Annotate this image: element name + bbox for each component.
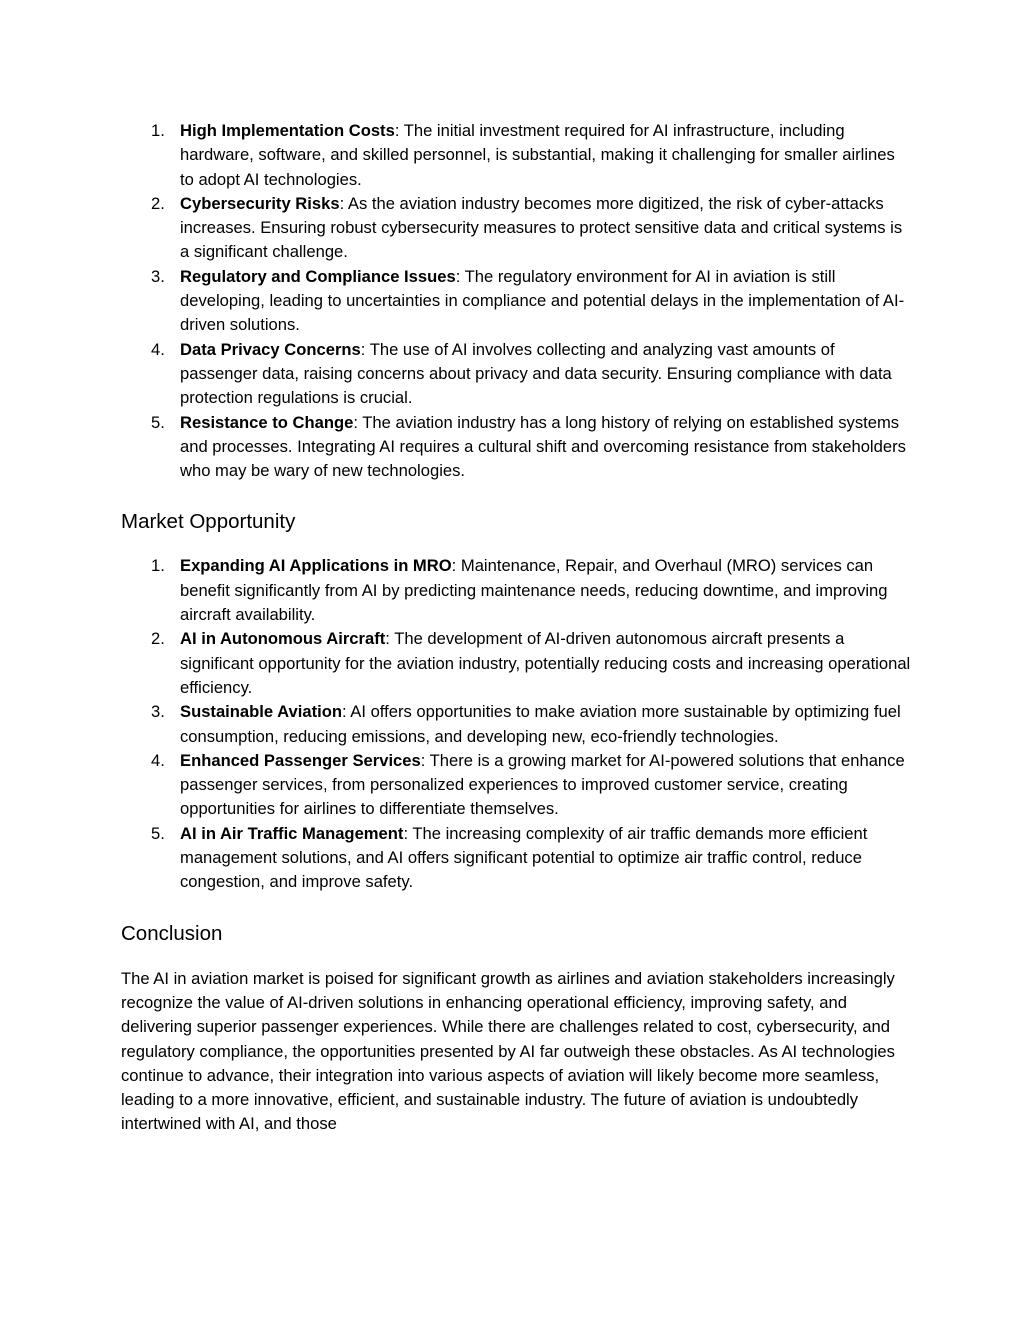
market-opportunity-list <box>121 554 911 894</box>
list-item-body <box>180 627 911 700</box>
list-item-text: : Maintenance, Repair, and Overhaul (MRO) services can benefit significantly from AI by predicting maintenance needs, reducing downtime, and improving aircraft availability. <box>180 556 888 625</box>
list-number: 5. <box>151 823 165 843</box>
list-item-term: High Implementation Costs <box>180 121 395 140</box>
list-number: 1. <box>151 556 165 576</box>
list-item-body <box>180 822 911 895</box>
list-item-text: : The development of AI-driven autonomous aircraft presents a significant opportunity for the aviation industry, potentially reducing costs and increasing operational efficiency. <box>180 629 911 697</box>
list-item <box>121 338 911 411</box>
list-item <box>121 554 911 627</box>
list-item-body <box>180 700 911 749</box>
list-item-body <box>180 749 911 822</box>
list-item <box>121 822 911 895</box>
list-item-term: Data Privacy Concerns <box>180 339 361 359</box>
list-number: 3. <box>151 702 165 722</box>
list-item-term: Sustainable Aviation <box>180 702 342 722</box>
list-item <box>121 192 911 265</box>
list-item-text: : The use of AI involves collecting and analyzing vast amounts of passenger data, raising concerns about privacy and data security. Ensuring compliance with data protection regulations is crucial. <box>180 339 892 408</box>
list-item-term: Cybersecurity Risks <box>180 193 340 213</box>
list-item-text: : There is a growing market for AI-powered solutions that enhance passenger services, from personalized experiences to improved customer service, creating opportunities for airlines to differentiate themselves. <box>180 750 905 819</box>
list-item-term: AI in Autonomous Aircraft <box>180 629 386 649</box>
document-page <box>121 119 911 1137</box>
challenges-list <box>121 119 911 483</box>
list-number: 3. <box>151 266 165 286</box>
list-item-body <box>180 119 911 192</box>
list-item-text: : The increasing complexity of air traffic demands more efficient management solutions, and AI offers significant potential to optimize air traffic control, reduce congestion, and improve safety. <box>180 823 868 892</box>
list-item-body <box>180 265 911 338</box>
list-number: 2. <box>151 629 165 649</box>
list-item <box>121 700 911 749</box>
list-number: 5. <box>151 412 165 432</box>
list-item-term: Enhanced Passenger Services <box>180 750 421 770</box>
list-item <box>121 119 911 192</box>
list-number: 1. <box>151 121 165 140</box>
list-item-term: Resistance to Change <box>180 412 354 432</box>
list-item-text: : As the aviation industry becomes more digitized, the risk of cyber-attacks increases. Ensuring robust cybersecurity measures to protect sensitive data and critical systems is a significant challenge. <box>180 193 903 262</box>
list-item-text: : AI offers opportunities to make aviation more sustainable by optimizing fuel consumption, reducing emissions, and developing new, eco-friendly technologies. <box>180 702 901 746</box>
list-item <box>121 749 911 822</box>
section-heading-market-opportunity: Market Opportunity <box>121 510 296 534</box>
list-item-body <box>180 554 911 627</box>
list-item-text: : The initial investment required for AI infrastructure, including hardware, software, and skilled personnel, is substantial, making it challenging for smaller airlines to adopt AI technologies. <box>180 121 895 189</box>
list-item-term: AI in Air Traffic Management <box>180 823 404 843</box>
conclusion-paragraph: The AI in aviation market is poised for significant growth as airlines and aviation stakeholders increasingly recognize the value of AI-driven solutions in enhancing operational efficiency, improving safety, and delivering superior passenger experiences. While there are challenges related to cost, cybersecurity, and regulatory compliance, the opportunities presented by AI far outweigh these obstacles. As AI technologies continue to advance, their integration into various aspects of aviation will likely become more seamless, leading to a more innovative, efficient, and sustainable industry. The future of aviation is undoubtedly intertwined with AI, and those <box>121 968 895 1134</box>
list-item-body <box>180 192 911 265</box>
list-item-term: Regulatory and Compliance Issues <box>180 266 456 286</box>
list-item <box>121 627 911 700</box>
section-heading-conclusion: Conclusion <box>121 921 223 945</box>
list-item <box>121 265 911 338</box>
list-item-text: : The aviation industry has a long history of relying on established systems and processes. Integrating AI requires a cultural shift and overcoming resistance from stakeholders who may be wary of new technologies. <box>180 412 906 481</box>
list-number: 4. <box>151 339 165 359</box>
list-item-body <box>180 411 911 484</box>
list-item-body <box>180 338 911 411</box>
list-number: 2. <box>151 193 165 213</box>
list-item-term: Expanding AI Applications in MRO <box>180 556 452 576</box>
list-number: 4. <box>151 750 165 770</box>
list-item-text: : The regulatory environment for AI in aviation is still developing, leading to uncertainties in compliance and potential delays in the implementation of AI-driven solutions. <box>180 266 905 335</box>
list-item <box>121 411 911 484</box>
